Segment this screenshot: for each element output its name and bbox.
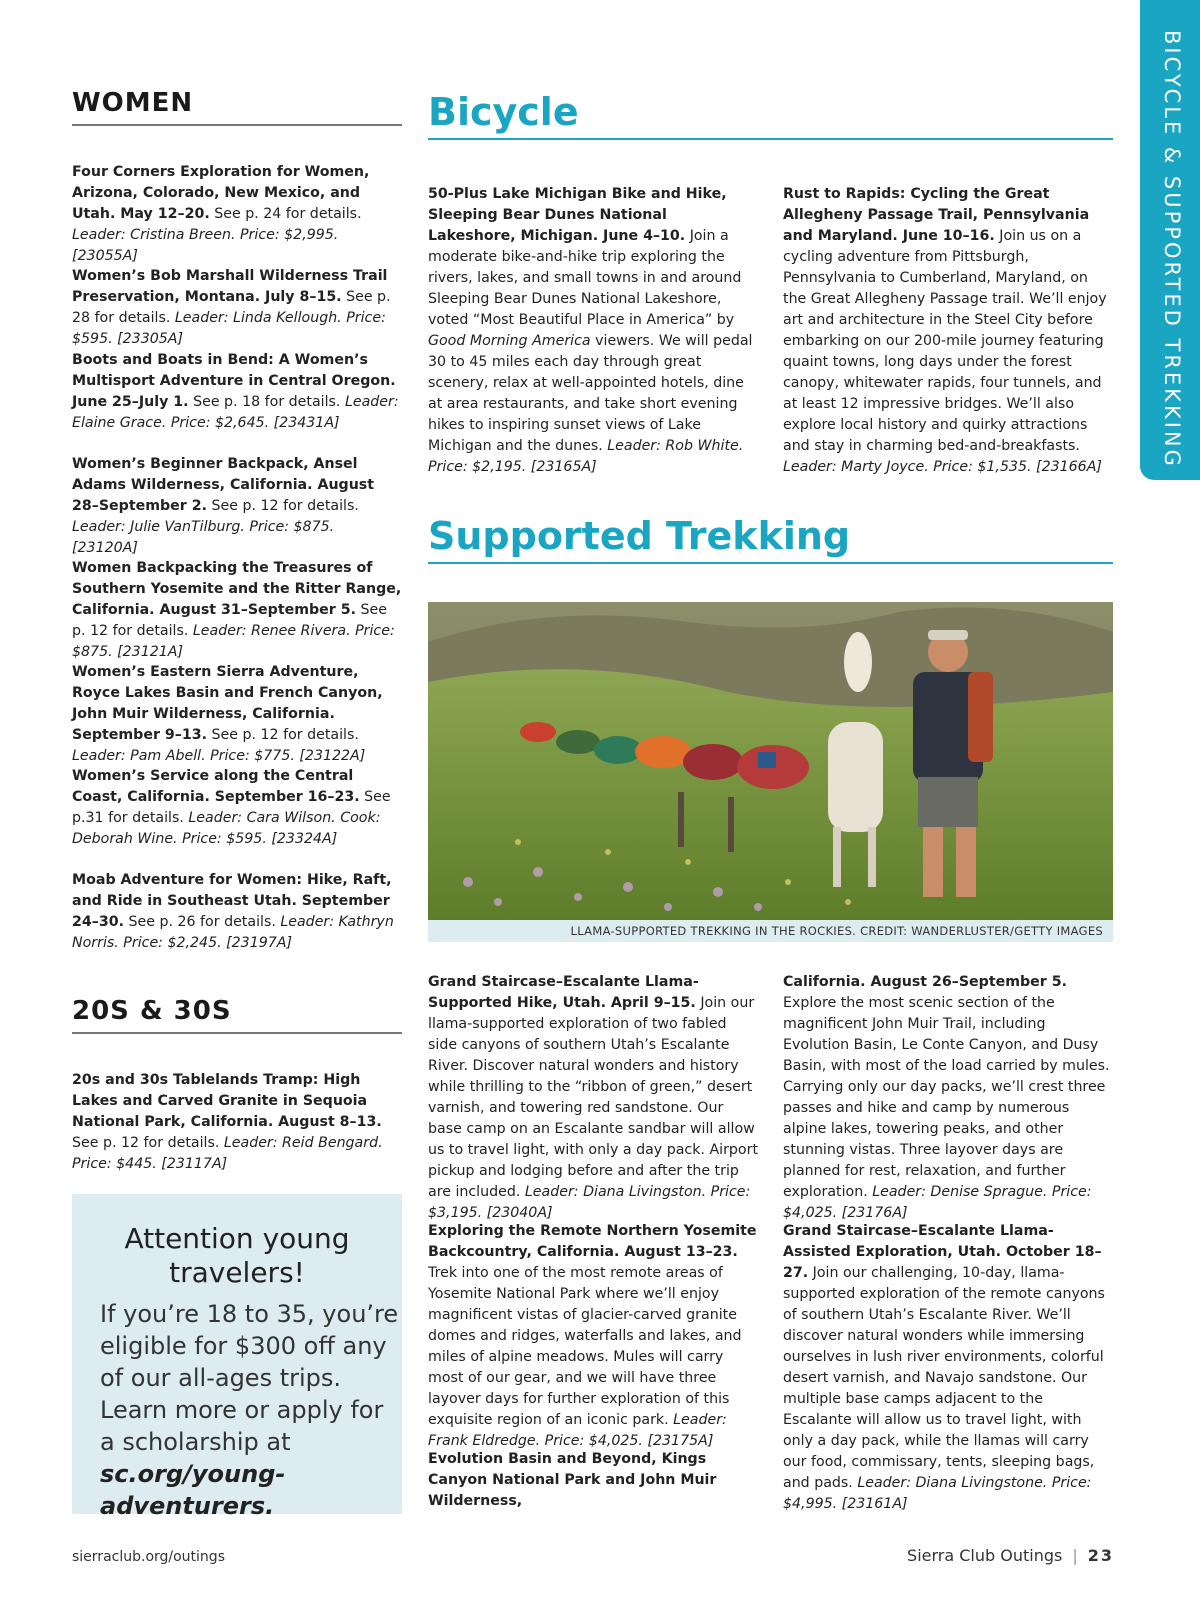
trekking-entry-continued: California. August 26–September 5. Explore the most scenic section of the magnificent John Muir Trail, including Evolution Basin, Le Conte Canyon, and Dusy Basin, with most of the load carried by mules. Carrying only our day packs, we’ll crest three passes and hike and camp by numerous alpine lakes, towering peaks, and other stunning vistas. Three layover days are planned for rest, relaxation, and further exploration. Leader: Denise Sprague. Price: $4,025. [23176A] [783, 974, 1110, 1221]
women-entry: Four Corners Exploration for Women, Arizona, Colorado, New Mexico, and Utah. May 12–20. See p. 24 for details. Leader: Cristina Breen. Price: $2,995. [23055A] [72, 164, 370, 264]
women-entry: Women’s Beginner Backpack, Ansel Adams Wilderness, California. August 28–September 2. See p. 12 for details. Leader: Julie VanTilburg. Price: $875. [23120A] [72, 456, 375, 556]
photo-caption: LLAMA-SUPPORTED TREKKING IN THE ROCKIES. CREDIT: WANDERLUSTER/GETTY IMAGES [428, 920, 1113, 942]
women-entry: Moab Adventure for Women: Hike, Raft, and Ride in Southeast Utah. September 24–30. See p. 26 for details. Leader: Kathryn Norris. Price: $2,245. [23197A] [72, 872, 394, 951]
trekking-heading: Supported Trekking [428, 514, 1113, 564]
footer-separator: | [1072, 1546, 1078, 1565]
bicycle-entry: Rust to Rapids: Cycling the Great Allegheny Passage Trail, Pennsylvania and Maryland. June 10–16. Join us on a cycling adventure from Pittsburgh, Pennsylvania to Cumberland, Maryland, on the Great Allegheny Passage trail. We’ll enjoy art and architecture in the Steel City before embarking on our 200-mile journey featuring quaint towns, long days under the forest canopy, whitewater rapids, four tunnels, and at least 12 impressive bridges. We’ll also explore local history and quirky attractions and stay in charming bed-and-breakfasts. Leader: Marty Joyce. Price: $1,535. [23166A] [783, 186, 1107, 475]
twenties-entry: 20s and 30s Tablelands Tramp: High Lakes and Carved Granite in Sequoia National Park, California. August 8–13. See p. 12 for details. Leader: Reid Bengard. Price: $445. [23117A] [72, 1072, 383, 1172]
women-entry: Women Backpacking the Treasures of Southern Yosemite and the Ritter Range, California. August 31–September 5. See p. 12 for details. Leader: Renee Rivera. Price: $875. [23121A] [72, 560, 402, 660]
women-entry: Women’s Bob Marshall Wilderness Trail Preservation, Montana. July 8–15. See p. 28 for details. Leader: Linda Kellough. Price: $595. [23305A] [72, 268, 391, 347]
publication-name: Sierra Club Outings [907, 1546, 1063, 1565]
women-entry: Women’s Service along the Central Coast, California. September 16–23. See p.31 for details. Leader: Cara Wilson. Cook: Deborah Wine. Price: $595. [23324A] [72, 768, 391, 847]
bicycle-heading: Bicycle [428, 90, 1113, 140]
footer-publication [907, 1546, 1114, 1565]
bicycle-entry: 50-Plus Lake Michigan Bike and Hike, Sleeping Bear Dunes National Lakeshore, Michigan. June 4–10. Join a moderate bike-and-hike trip exploring the rivers, lakes, and small towns in and around Sleeping Bear Dunes National Lakeshore, voted “Most Beautiful Place in America” by Good Morning America viewers. We will pedal 30 to 45 miles each day through great scenery, relax at well-appointed hotels, dine at area restaurants, and take short evening hikes to inspiring sunset views of Lake Michigan and the dunes. Leader: Rob White. Price: $2,195. [23165A] [428, 186, 753, 475]
trekking-entry: Evolution Basin and Beyond, Kings Canyon National Park and John Muir Wilderness, [428, 1451, 717, 1509]
twenties-heading: 20S & 30S [72, 996, 402, 1034]
women-entry: Women’s Eastern Sierra Adventure, Royce Lakes Basin and French Canyon, John Muir Wilderness, California. September 9–13. See p. 12 for details. Leader: Pam Abell. Price: $775. [23122A] [72, 664, 383, 764]
side-tab-label: BICYCLE & SUPPORTED TREKKING [1160, 30, 1184, 469]
llama-trekking-photo [428, 602, 1113, 920]
women-entry: Boots and Boats in Bend: A Women’s Multisport Adventure in Central Oregon. June 25–July 1. See p. 18 for details. Leader: Elaine Grace. Price: $2,645. [23431A] [72, 352, 399, 431]
trekking-entry: Grand Staircase–Escalante Llama-Supported Hike, Utah. April 9–15. Join our llama-supported exploration of two fabled side canyons of southern Utah’s Escalante River. Discover natural wonders and history while thrilling to the “ribbon of green,” desert varnish, and towering red sandstone. Our base camp on an Escalante sandbar will allow us to travel light, with only a day pack. Airport pickup and lodging before and after the trip are included. Leader: Diana Livingston. Price: $3,195. [23040A] [428, 974, 759, 1221]
callout-heading: Attention young travelers! [124, 1222, 350, 1289]
callout-body: If you’re 18 to 35, you’re eligible for $300 off any of our all-ages trips. Learn more or apply for a scholarship at sc.org/young-adventurers. [100, 1300, 399, 1520]
young-travelers-callout [72, 1194, 402, 1520]
section-side-tab [1140, 0, 1200, 480]
photo-illustration [428, 602, 1113, 920]
footer-url[interactable]: sierraclub.org/outings [72, 1549, 225, 1565]
trekking-entry: Grand Staircase–Escalante Llama-Assisted Exploration, Utah. October 18–27. Join our challenging, 10-day, llama-supported exploration of the remote canyons of southern Utah’s Escalante River. We’ll discover natural wonders while immersing ourselves in lush river environments, colorful desert varnish, and Navajo sandstone. Our multiple base camps adjacent to the Escalante will allow us to travel light, with only a day pack, while the llamas will carry our food, commissary, tents, sleeping bags, and pads. Leader: Diana Livingstone. Price: $4,995. [23161A] [783, 1223, 1105, 1512]
trekking-entry: Exploring the Remote Northern Yosemite Backcountry, California. August 13–23. Trek into one of the most remote areas of Yosemite National Park where we’ll enjoy magnificent vistas of glacier-carved granite domes and ridges, waterfalls and lakes, and miles of alpine meadows. Mules will carry most of our gear, and we will have three layover days for further exploration of this exquisite region of an iconic park. Leader: Frank Eldredge. Price: $4,025. [23175A] [428, 1223, 757, 1449]
women-heading: WOMEN [72, 88, 402, 126]
scholarship-link[interactable]: sc.org/young-adventurers. [100, 1460, 286, 1520]
page-number: 23 [1087, 1546, 1114, 1565]
